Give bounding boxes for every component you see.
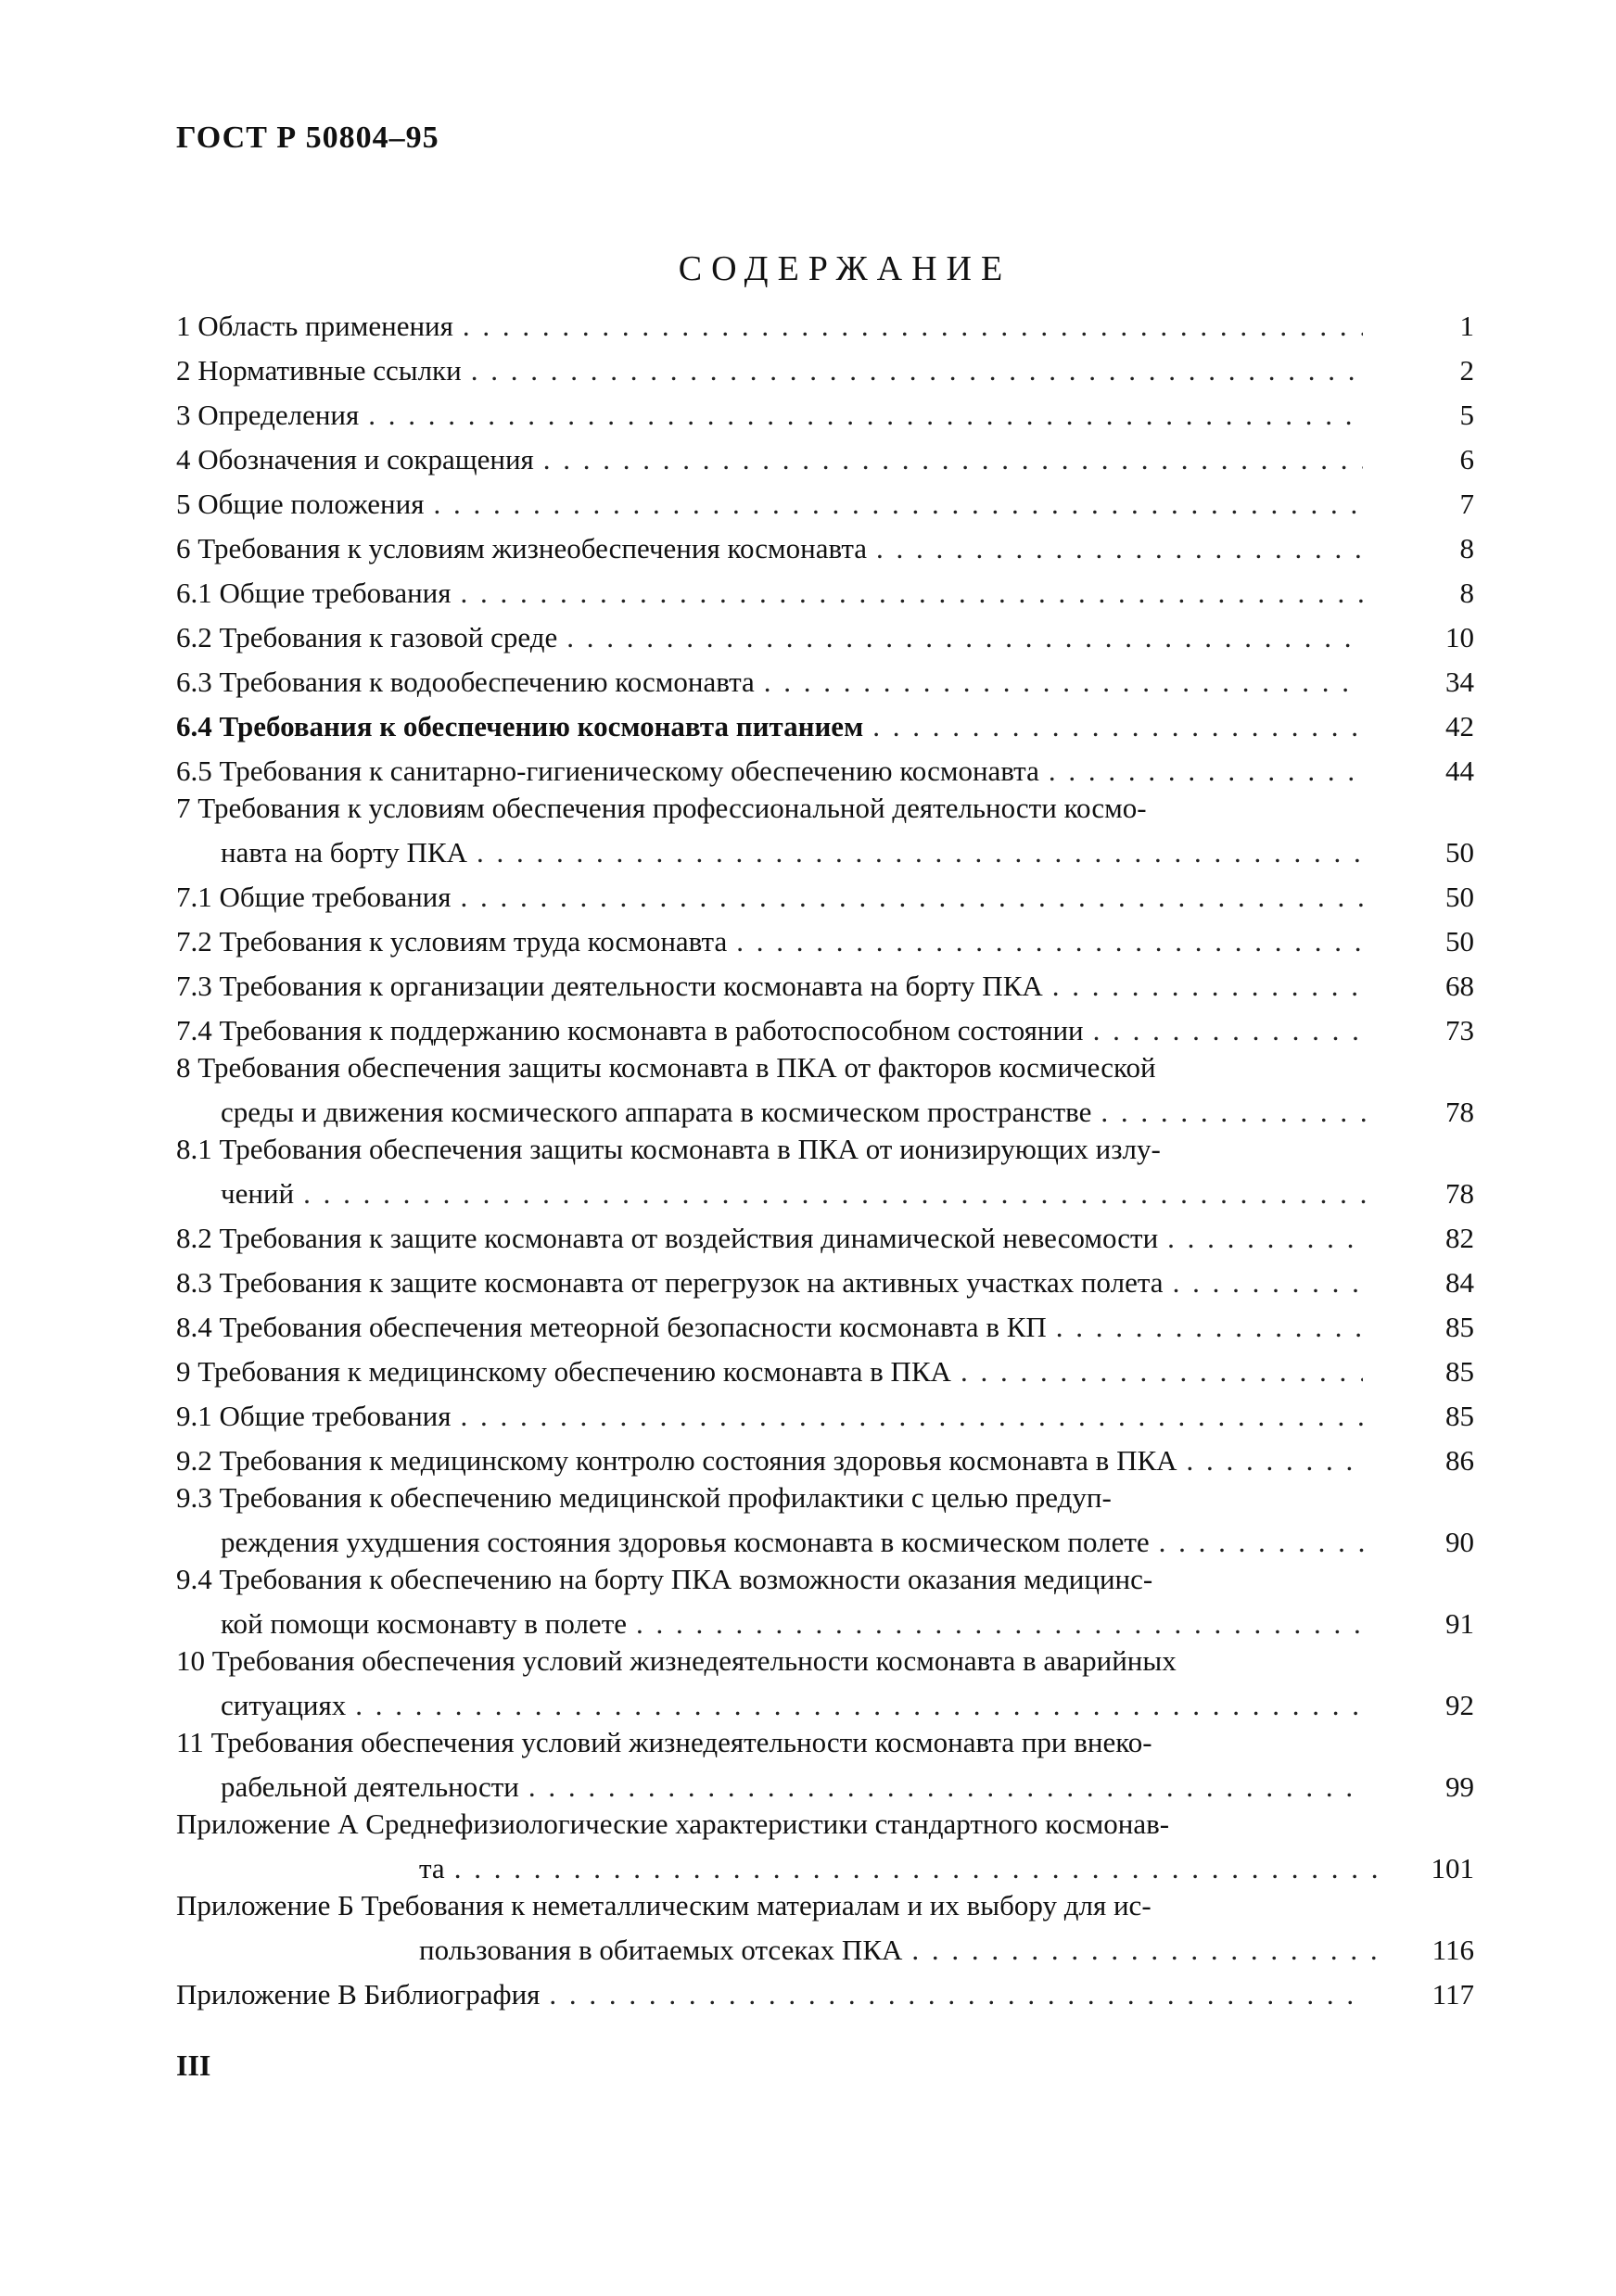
toc-entry xyxy=(176,1643,1474,1724)
toc-page-number: 50 xyxy=(1445,925,1474,958)
toc-entry xyxy=(176,1390,1474,1435)
dot-leader xyxy=(1043,968,1363,1005)
toc-page-number: 50 xyxy=(1445,881,1474,913)
toc-entry-title: 9.1 Общие требования xyxy=(176,1400,452,1432)
toc-entry-title: 6.2 Требования к газовой среде xyxy=(176,621,558,653)
toc-entry xyxy=(176,871,1474,916)
toc-entry-title: 9 Требования к медицинскому обеспечению космонавта в ПКА xyxy=(176,1355,951,1388)
dot-leader xyxy=(346,1687,1367,1724)
toc-entry xyxy=(176,1346,1474,1390)
toc-entry xyxy=(176,960,1474,1005)
toc-page-number: 6 xyxy=(1459,443,1474,476)
dot-leader xyxy=(519,1769,1367,1806)
toc-entry-title: 6.3 Требования к водообеспечению космонавта xyxy=(176,666,755,698)
toc-page-number: 8 xyxy=(1459,577,1474,609)
toc-title: СОДЕРЖАНИЕ xyxy=(678,249,1012,288)
dot-leader xyxy=(359,397,1363,434)
dot-leader xyxy=(1039,753,1363,790)
dot-leader xyxy=(951,1353,1363,1390)
toc-page-number: 86 xyxy=(1445,1444,1474,1477)
toc-entry xyxy=(176,567,1474,612)
toc-entry-title: 6 Требования к условиям жизнеобеспечения космонавта xyxy=(176,532,868,564)
toc-entry xyxy=(176,1005,1474,1049)
toc-entry-first-line: Приложение А Среднефизиологические характеристики стандартного космонав- xyxy=(176,1808,1170,1840)
toc-entry-title: чений xyxy=(221,1177,295,1210)
toc-entry-title: 8.2 Требования к защите космонавта от воздействия динамической невесомости xyxy=(176,1222,1159,1254)
toc-page-number: 99 xyxy=(1445,1770,1474,1803)
toc-entry-first-line: 11 Требования обеспечения условий жизнедеятельности космонавта при внеко- xyxy=(176,1726,1152,1758)
dot-leader xyxy=(452,575,1363,612)
toc-entry xyxy=(176,389,1474,434)
page-number: III xyxy=(176,2049,211,2082)
toc-entry-first-line: 9.4 Требования к обеспечению на борту ПКА возможности оказания медицинс- xyxy=(176,1563,1153,1595)
toc-entry-title: 6.5 Требования к санитарно-гигиеническому обеспечению космонавта xyxy=(176,755,1039,787)
toc-entry-first-line: 10 Требования обеспечения условий жизнедеятельности космонавта в аварийных xyxy=(176,1644,1177,1677)
dot-leader xyxy=(727,923,1363,960)
toc-entry xyxy=(176,701,1474,745)
toc-entry-title: навта на борту ПКА xyxy=(221,836,467,869)
dot-leader xyxy=(452,879,1363,916)
dot-leader xyxy=(462,352,1363,389)
toc-entry-title: пользования в обитаемых отсеках ПКА xyxy=(419,1934,903,1966)
toc-entry-title: 8.4 Требования обеспечения метеорной безопасности космонавта в КП xyxy=(176,1311,1047,1343)
dot-leader xyxy=(863,708,1363,745)
dot-leader xyxy=(755,664,1363,701)
dot-leader xyxy=(1047,1309,1363,1346)
document-id: ГОСТ Р 50804–95 xyxy=(176,121,439,155)
toc-entry-title: 7.4 Требования к поддержанию космонавта в работоспособном состоянии xyxy=(176,1014,1084,1047)
dot-leader xyxy=(1091,1094,1367,1131)
toc-page-number: 50 xyxy=(1445,836,1474,869)
toc-entry-title: 6.1 Общие требования xyxy=(176,577,452,609)
toc-entry-first-line: 9.3 Требования к обеспечению медицинской профилактики с целью предуп- xyxy=(176,1481,1112,1514)
dot-leader xyxy=(1150,1524,1367,1561)
dot-leader xyxy=(445,1850,1384,1887)
toc-page-number: 7 xyxy=(1459,488,1474,520)
toc-entry xyxy=(176,1806,1474,1887)
toc-entry-first-line: 8 Требования обеспечения защиты космонавта в ПКА от факторов космической xyxy=(176,1051,1156,1084)
toc-page-number: 10 xyxy=(1445,621,1474,653)
toc-entry xyxy=(176,1435,1474,1479)
toc-entry-title: 3 Определения xyxy=(176,399,360,431)
toc-entry xyxy=(176,1887,1474,1969)
toc-page-number: 68 xyxy=(1445,970,1474,1002)
toc-entry-title: рабельной деятельности xyxy=(221,1770,519,1803)
toc-page-number: 90 xyxy=(1445,1526,1474,1558)
toc-page-number: 101 xyxy=(1431,1852,1474,1884)
toc-page-number: 85 xyxy=(1445,1311,1474,1343)
toc-entry xyxy=(176,1212,1474,1257)
toc-entry xyxy=(176,300,1474,345)
toc-entry xyxy=(176,1257,1474,1301)
toc-entry-title: та xyxy=(419,1852,445,1884)
toc-page-number: 1 xyxy=(1459,310,1474,342)
toc-entry-first-line: Приложение Б Требования к неметаллическим материалам и их выбору для ис- xyxy=(176,1889,1152,1922)
toc-entry-title: 7.2 Требования к условиям труда космонавта xyxy=(176,925,728,958)
toc-page-number: 2 xyxy=(1459,354,1474,387)
dot-leader xyxy=(1164,1264,1363,1301)
dot-leader xyxy=(1177,1442,1363,1479)
dot-leader xyxy=(453,308,1363,345)
dot-leader xyxy=(294,1175,1367,1212)
toc-page-number: 34 xyxy=(1445,666,1474,698)
toc-page-number: 84 xyxy=(1445,1266,1474,1299)
toc-entry-title: 4 Обозначения и сокращения xyxy=(176,443,534,476)
toc-entry-title: 8.3 Требования к защите космонавта от перегрузок на активных участках полета xyxy=(176,1266,1164,1299)
toc-entry xyxy=(176,1724,1474,1806)
toc-page-number: 82 xyxy=(1445,1222,1474,1254)
toc-page-number: 5 xyxy=(1459,399,1474,431)
toc-page-number: 92 xyxy=(1445,1689,1474,1721)
toc-page-number: 85 xyxy=(1445,1400,1474,1432)
toc-entry-title: 7.3 Требования к организации деятельности космонавта на борту ПКА xyxy=(176,970,1043,1002)
toc-entry-title: ситуациях xyxy=(221,1689,347,1721)
toc-entry xyxy=(176,523,1474,567)
toc-entry-title: кой помощи космонавту в полете xyxy=(221,1607,627,1640)
toc-page-number: 91 xyxy=(1445,1607,1474,1640)
toc-entry xyxy=(176,612,1474,656)
toc-entry xyxy=(176,745,1474,790)
toc-entry xyxy=(176,1561,1474,1643)
toc-page-number: 44 xyxy=(1445,755,1474,787)
dot-leader xyxy=(534,441,1363,478)
toc-entry xyxy=(176,478,1474,523)
toc-entry-title: 9.2 Требования к медицинскому контролю состояния здоровья космонавта в ПКА xyxy=(176,1444,1177,1477)
toc-entry xyxy=(176,434,1474,478)
toc-entry-first-line: 7 Требования к условиям обеспечения профессиональной деятельности космо- xyxy=(176,792,1147,824)
toc-entry-title: среды и движения космического аппарата в космическом пространстве xyxy=(221,1096,1092,1128)
dot-leader xyxy=(452,1398,1363,1435)
dot-leader xyxy=(424,486,1363,523)
toc-entry-title: 7.1 Общие требования xyxy=(176,881,452,913)
toc-page-number: 42 xyxy=(1445,710,1474,742)
dot-leader xyxy=(557,619,1363,656)
toc-entry xyxy=(176,1301,1474,1346)
toc-page-number: 78 xyxy=(1445,1096,1474,1128)
dot-leader xyxy=(1158,1220,1363,1257)
toc-entry xyxy=(176,345,1474,389)
toc-page-number: 78 xyxy=(1445,1177,1474,1210)
toc-entry xyxy=(176,1131,1474,1212)
toc-entry xyxy=(176,656,1474,701)
toc-page-number: 73 xyxy=(1445,1014,1474,1047)
dot-leader xyxy=(1084,1012,1363,1049)
toc-page-number: 117 xyxy=(1431,1978,1474,2011)
toc-entry-title: 6.4 Требования к обеспечению космонавта питанием xyxy=(176,710,864,742)
toc-page-number: 116 xyxy=(1431,1934,1474,1966)
toc-entry-first-line: 8.1 Требования обеспечения защиты космонавта в ПКА от ионизирующих излу- xyxy=(176,1133,1161,1165)
dot-leader xyxy=(902,1932,1383,1969)
toc-entry-title: 2 Нормативные ссылки xyxy=(176,354,462,387)
toc-entry xyxy=(176,1049,1474,1131)
toc-entry xyxy=(176,1969,1474,2013)
dot-leader xyxy=(467,834,1367,871)
dot-leader xyxy=(867,530,1363,567)
toc-entry-title: реждения ухудшения состояния здоровья космонавта в космическом полете xyxy=(221,1526,1150,1558)
toc-entry xyxy=(176,790,1474,871)
toc-page-number: 85 xyxy=(1445,1355,1474,1388)
toc-page-number: 8 xyxy=(1459,532,1474,564)
dot-leader xyxy=(627,1605,1367,1643)
dot-leader xyxy=(540,1976,1363,2013)
toc-entry-title: 1 Область применения xyxy=(176,310,453,342)
toc-entry-title: Приложение В Библиография xyxy=(176,1978,541,2011)
toc-entry xyxy=(176,916,1474,960)
toc-entry xyxy=(176,1479,1474,1561)
toc-entry-title: 5 Общие положения xyxy=(176,488,425,520)
table-of-contents xyxy=(176,300,1474,2013)
